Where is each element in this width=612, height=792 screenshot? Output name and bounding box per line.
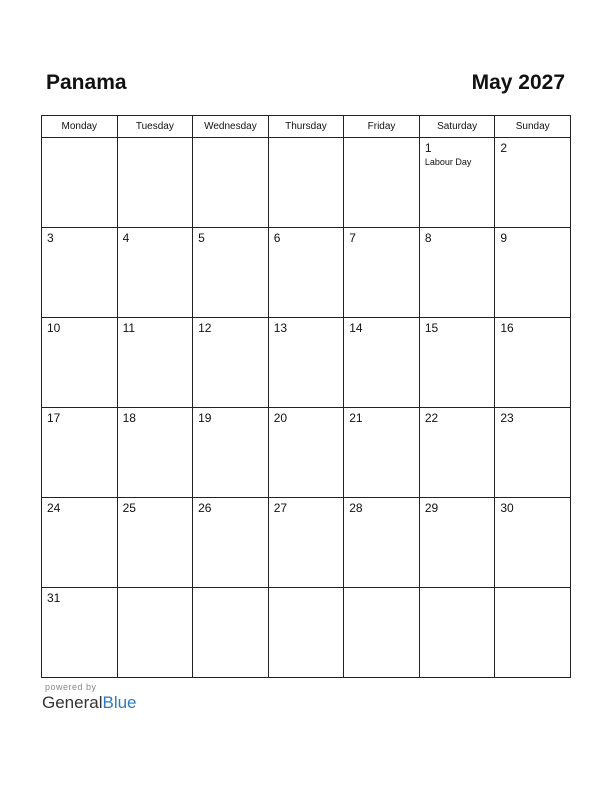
- weekday-header-row: [42, 116, 571, 138]
- day-cell: [193, 408, 269, 498]
- day-number: 5: [198, 231, 205, 245]
- day-cell: [42, 408, 118, 498]
- day-cell: [344, 498, 420, 588]
- day-cell: [268, 228, 344, 318]
- weekday-header: Monday: [42, 116, 118, 138]
- day-cell: [117, 498, 193, 588]
- day-cell: [344, 138, 420, 228]
- day-number: 12: [198, 321, 212, 335]
- day-cell: [495, 498, 571, 588]
- day-number: 28: [349, 501, 363, 515]
- day-number: 2: [500, 141, 508, 155]
- calendar-grid: [41, 115, 571, 678]
- day-cell: [344, 588, 420, 678]
- day-number: 15: [424, 321, 439, 335]
- week-row: [42, 498, 571, 588]
- day-number: 10: [47, 321, 61, 335]
- day-cell: [117, 588, 193, 678]
- day-cell: [268, 318, 344, 408]
- weekday-header: Thursday: [268, 116, 344, 138]
- day-cell: [495, 408, 571, 498]
- day-cell: [268, 588, 344, 678]
- day-cell: [117, 228, 193, 318]
- day-cell: [268, 408, 344, 498]
- day-cell: [344, 408, 420, 498]
- day-cell: [419, 228, 495, 318]
- day-number: 14: [349, 321, 363, 335]
- day-cell: [419, 318, 495, 408]
- day-cell: [495, 318, 571, 408]
- day-cell: [117, 408, 193, 498]
- day-number: 7: [349, 231, 356, 245]
- day-number: 13: [273, 321, 288, 335]
- week-row: [42, 138, 571, 228]
- day-cell: [268, 138, 344, 228]
- day-cell: [495, 228, 571, 318]
- day-cell: [419, 498, 495, 588]
- brand-logo-part1: General: [42, 693, 103, 712]
- day-number: 29: [424, 501, 439, 515]
- day-number: 25: [122, 501, 136, 515]
- day-cell: [193, 228, 269, 318]
- day-number: 18: [122, 411, 136, 425]
- day-cell: [193, 498, 269, 588]
- day-cell: [193, 588, 269, 678]
- week-row: [42, 588, 571, 678]
- day-cell: [42, 318, 118, 408]
- week-row: [42, 318, 571, 408]
- day-number: 8: [424, 231, 432, 245]
- day-cell: [344, 228, 420, 318]
- day-cell: [495, 588, 571, 678]
- day-number: 24: [47, 501, 61, 515]
- day-number: 26: [198, 501, 212, 515]
- weekday-header: Friday: [344, 116, 420, 138]
- week-row: [42, 408, 571, 498]
- week-row: [42, 228, 571, 318]
- day-number: 31: [47, 591, 61, 605]
- day-number: 9: [500, 231, 508, 245]
- day-number: 30: [500, 501, 514, 515]
- day-cell: [268, 498, 344, 588]
- day-cell: [495, 138, 571, 228]
- holiday-label: Labour Day: [424, 157, 472, 167]
- day-number: 17: [47, 411, 61, 425]
- day-cell: [42, 138, 118, 228]
- day-number: 3: [47, 231, 54, 245]
- day-number: 1: [424, 141, 432, 155]
- month-year-title: May 2027: [471, 71, 565, 94]
- day-number: 22: [424, 411, 439, 425]
- day-number: 19: [198, 411, 212, 425]
- day-number: 16: [500, 321, 514, 335]
- day-cell: [419, 588, 495, 678]
- day-number: 11: [122, 321, 136, 335]
- weekday-header: Tuesday: [117, 116, 193, 138]
- day-number: 20: [273, 411, 288, 425]
- day-cell: [117, 138, 193, 228]
- day-cell: [42, 228, 118, 318]
- brand-logo-part2: Blue: [102, 693, 137, 712]
- day-cell: [42, 498, 118, 588]
- day-cell: [193, 138, 269, 228]
- day-number: 23: [500, 411, 514, 425]
- day-cell: [42, 588, 118, 678]
- day-cell: [344, 318, 420, 408]
- day-number: 21: [349, 411, 363, 425]
- day-cell: [419, 408, 495, 498]
- day-cell: [117, 318, 193, 408]
- day-cell: [193, 318, 269, 408]
- brand-logo[interactable]: [42, 693, 137, 713]
- day-cell: [419, 138, 495, 228]
- country-title: Panama: [46, 71, 127, 94]
- day-number: 27: [273, 501, 288, 515]
- powered-by-text: powered by: [45, 682, 97, 692]
- day-number: 6: [273, 231, 281, 245]
- weekday-header: Wednesday: [193, 116, 269, 138]
- weekday-header: Sunday: [495, 116, 571, 138]
- day-number: 4: [122, 231, 130, 245]
- weekday-header: Saturday: [419, 116, 495, 138]
